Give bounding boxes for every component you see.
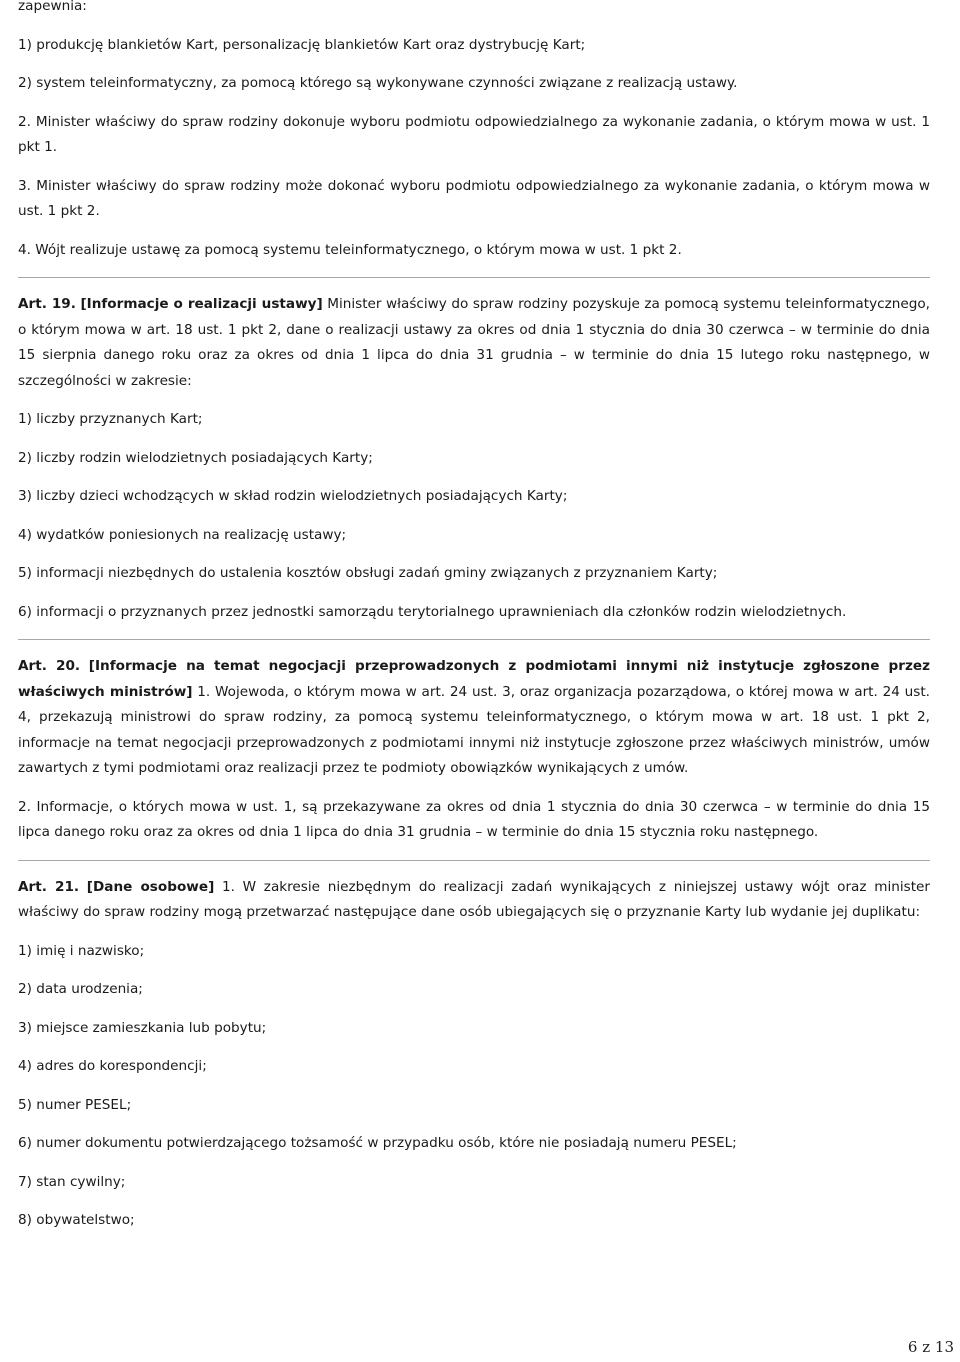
art21-item-3: 3) miejsce zamieszkania lub pobytu; [18, 1019, 267, 1036]
art19-item-3: 3) liczby dzieci wchodzących w skład rodzin wielodzietnych posiadających Karty; [18, 488, 568, 504]
art21-item-5: 5) numer PESEL; [18, 1096, 132, 1113]
page-number: 6 z 13 [907, 1338, 954, 1356]
art19-item-6: 6) informacji o przyznanych przez jednostki samorządu terytorialnego uprawnieniach dla członków rodzin wielodzietnych. [18, 603, 847, 620]
art21-item-8: 8) obywatelstwo; [18, 1212, 135, 1228]
art19-item-5: 5) informacji niezbędnych do ustalenia kosztów obsługi zadań gminy związanych z przyznaniem Karty; [18, 565, 718, 581]
art19-item-1: 1) liczby przyznanych Kart; [18, 411, 203, 427]
art20-paragraph [18, 654, 930, 782]
intro-paragraph-3: 3. Minister właściwy do spraw rodziny może dokonać wyboru podmiotu odpowiedzialnego za wykonanie zadania, o którym mowa w ust. 1 pkt 2. [18, 177, 930, 219]
art19-body: Minister właściwy do spraw rodziny pozyskuje za pomocą systemu teleinformatycznego, o którym mowa w art. 18 ust. 1 pkt 2, dane o realizacji ustawy za okres od dnia 1 stycznia do dnia 30 czerwca – w terminie do dnia 15 sierpnia danego roku oraz za okres od dnia 1 lipca do dnia 31 grudnia – w terminie do dnia 15 lutego roku następnego, w szczególności w zakresie: [18, 296, 930, 389]
art19-paragraph [18, 292, 930, 394]
art21-paragraph [18, 875, 930, 926]
art19-number: Art. 19. [18, 296, 76, 312]
intro-paragraph-4: 4. Wójt realizuje ustawę za pomocą systemu teleinformatycznego, o którym mowa w ust. 1 pkt 2. [18, 241, 682, 258]
intro-item-1: 1) produkcję blankietów Kart, personalizację blankietów Kart oraz dystrybucję Kart; [18, 36, 586, 53]
art21-body: 1. W zakresie niezbędnym do realizacji zadań wynikających z niniejszej ustawy wójt oraz minister właściwy do spraw rodziny mogą przetwarzać następujące dane osób ubiegających się o przyznanie Karty lub wydanie jej duplikatu: [18, 878, 930, 920]
art21-number: Art. 21. [18, 878, 80, 895]
intro-lead: zapewnia: [18, 0, 87, 14]
intro-paragraph-2: 2. Minister właściwy do spraw rodziny dokonuje wyboru podmiotu odpowiedzialnego za wykonanie zadania, o którym mowa w ust. 1 pkt 1. [18, 113, 930, 155]
art19-title: [Informacje o realizacji ustawy] [80, 296, 323, 312]
art20-paragraph-2: 2. Informacje, o których mowa w ust. 1, są przekazywane za okres od dnia 1 stycznia do dnia 30 czerwca – w terminie do dnia 15 lipca danego roku oraz za okres od dnia 1 lipca do dnia 31 grudnia – w terminie do dnia 15 stycznia roku następnego. [18, 798, 930, 840]
intro-item-2: 2) system teleinformatyczny, za pomocą którego są wykonywane czynności związane z realizacją ustawy. [18, 75, 738, 91]
art19-item-2: 2) liczby rodzin wielodzietnych posiadających Karty; [18, 449, 373, 466]
document-page [18, 0, 930, 1234]
art21-item-7: 7) stan cywilny; [18, 1173, 126, 1190]
art20-number: Art. 20. [18, 658, 81, 674]
art21-item-1: 1) imię i nazwisko; [18, 942, 145, 959]
art21-item-4: 4) adres do korespondencji; [18, 1058, 207, 1074]
art20-title: [Informacje na temat negocjacji przeprowadzonych z podmiotami innymi niż instytucje zgłoszone przez właściwych ministrów] [18, 658, 931, 700]
art21-item-2: 2) data urodzenia; [18, 981, 143, 997]
art21-item-6: 6) numer dokumentu potwierdzającego tożsamość w przypadku osób, które nie posiadają numeru PESEL; [18, 1135, 737, 1151]
art20-body: 1. Wojewoda, o którym mowa w art. 24 ust. 3, oraz organizacja pozarządowa, o której mowa w art. 24 ust. 4, przekazują ministrowi do spraw rodziny, za pomocą systemu teleinformatycznego, o którym mowa w art. 18 ust. 1 pkt 2, informacje na temat negocjacji przeprowadzonych z podmiotami innymi niż instytucje zgłoszone przez właściwych ministrów, umów zawartych z tymi podmiotami oraz realizacji przez te podmioty obowiązków wynikających z umów. [18, 683, 930, 776]
art19-item-4: 4) wydatków poniesionych na realizację ustawy; [18, 526, 347, 543]
art21-title: [Dane osobowe] [86, 878, 215, 895]
